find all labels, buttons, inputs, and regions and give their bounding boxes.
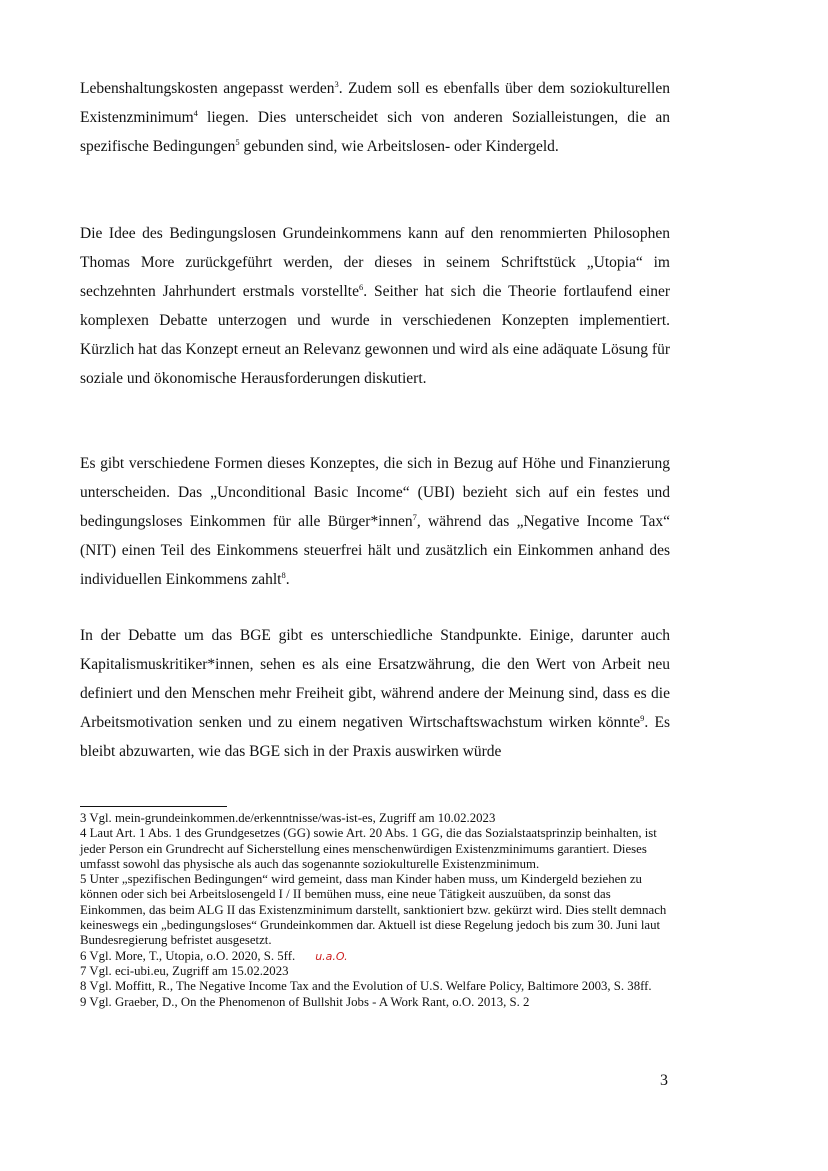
footnote xyxy=(80,949,678,964)
footnote-reference: 6 xyxy=(358,282,364,292)
footnote xyxy=(80,826,678,872)
text-run: liegen. Dies unterscheidet sich von anderen Sozialleistungen, die an spezifische Bedingungen xyxy=(80,109,670,155)
footnote-separator xyxy=(80,806,227,807)
paragraph xyxy=(80,621,670,766)
footnote-reference: 4 xyxy=(193,108,198,118)
paragraph xyxy=(80,449,670,594)
text-run: Lebenshaltungskosten angepasst werden xyxy=(80,80,335,97)
footnote-text: 8 Vgl. Moffitt, R., The Negative Income Tax and the Evolution of U.S. Welfare Policy, Baltimore 2003, S. 38ff. xyxy=(80,979,652,994)
footnote xyxy=(80,872,678,948)
footnote-reference: 7 xyxy=(412,512,417,522)
text-run: Es gibt verschiedene Formen dieses Konzeptes, die sich in Bezug auf Höhe und Finanzierung unterscheiden. Das „Unconditional Basic Income“ (UBI) bezieht sich auf ein festes und bedingungsloses Einkommen für alle Bürger*innen xyxy=(80,455,670,530)
text-run: gebunden sind, wie Arbeitslosen- oder Kindergeld. xyxy=(239,138,559,155)
text-run: . Es bleibt abzuwarten, wie das BGE sich in der Praxis auswirken würde xyxy=(80,714,670,760)
footnote-reference: 5 xyxy=(235,137,240,147)
footnote-reference: 8 xyxy=(281,570,286,580)
handwritten-annotation: u.a.O. xyxy=(315,949,348,963)
paragraph xyxy=(80,219,670,393)
text-run: . xyxy=(285,571,290,588)
footnote-text: 6 Vgl. More, T., Utopia, o.O. 2020, S. 5ff. xyxy=(80,948,296,963)
footnote-text: 5 Unter „spezifischen Bedingungen“ wird gemeint, dass man Kinder haben muss, um Kindergeld beziehen zu können oder sich bei Arbeitslosengeld I / II bemühen muss, eine neue Tätigkeit auszuüben, da sonst das Einkommen, das beim ALG II das Existenzminimum darstellt, sanktioniert bzw. gekürzt wird. Dies stellt demnach keineswegs ein „bedingungsloses“ Grundeinkommen dar. Aktuell ist diese Regelung jedoch bis zum 30. Juni laut Bundesregierung befristet ausgesetzt. xyxy=(80,872,667,948)
text-run: . Seither hat sich die Theorie fortlaufend einer komplexen Debatte unterzogen und wurde in verschiedenen Konzepten implementiert. Kürzlich hat das Konzept erneut an Relevanz gewonnen und wird als eine adäquate Lösung für soziale und ökonomische Herausforderungen diskutiert. xyxy=(80,283,670,387)
footnote-text: 4 Laut Art. 1 Abs. 1 des Grundgesetzes (GG) sowie Art. 20 Abs. 1 GG, die das Sozialstaatsprinzip beinhalten, ist jeder Person ein Grundrecht auf Sicherstellung eines menschenwürdigen Existenzminimums garantiert. Dieses umfasst sowohl das physische als auch das sogenannte soziokulturelle Existenzminimum. xyxy=(80,826,657,871)
footnote-text: 3 Vgl. mein-grundeinkommen.de/erkenntnisse/was-ist-es, Zugriff am 10.02.2023 xyxy=(80,811,496,825)
text-run: Die Idee des Bedingungslosen Grundeinkommens kann auf den renommierten Philosophen Thomas More zurückgeführt werden, der dieses in seinem Schriftstück „Utopia“ im sechzehnten Jahrhundert erstmals vorstellte xyxy=(80,225,670,300)
footnote xyxy=(80,979,678,994)
text-run: In der Debatte um das BGE gibt es unterschiedliche Standpunkte. Einige, darunter auch Kapitalismuskritiker*innen, sehen es als eine Ersatzwährung, die den Wert von Arbeit neu definiert und den Menschen mehr Freiheit gibt, während andere der Meinung sind, dass es die Arbeitsmotivation senken und zu einem negativen Wirtschaftswachstum wirken könnte xyxy=(80,627,670,731)
footnote-reference: 3 xyxy=(334,79,339,89)
text-run: , während das „Negative Income Tax“ (NIT) einen Teil des Einkommens steuerfrei hält und zusätzlich ein Einkommen anhand des individuellen Einkommens zahlt xyxy=(80,513,670,588)
footnote-reference: 9 xyxy=(640,713,645,723)
footnote xyxy=(80,995,678,1010)
text-run: . Zudem soll es ebenfalls über dem soziokulturellen Existenzminimum xyxy=(80,80,670,126)
paragraph xyxy=(80,74,670,161)
footnotes xyxy=(80,811,678,1010)
footnote xyxy=(80,964,678,979)
page-number: 3 xyxy=(660,1072,668,1089)
footnote-text: 9 Vgl. Graeber, D., On the Phenomenon of Bullshit Jobs - A Work Rant, o.O. 2013, S. 2 xyxy=(80,994,530,1009)
footnote xyxy=(80,811,678,826)
footnote-text: 7 Vgl. eci-ubi.eu, Zugriff am 15.02.2023 xyxy=(80,963,289,978)
